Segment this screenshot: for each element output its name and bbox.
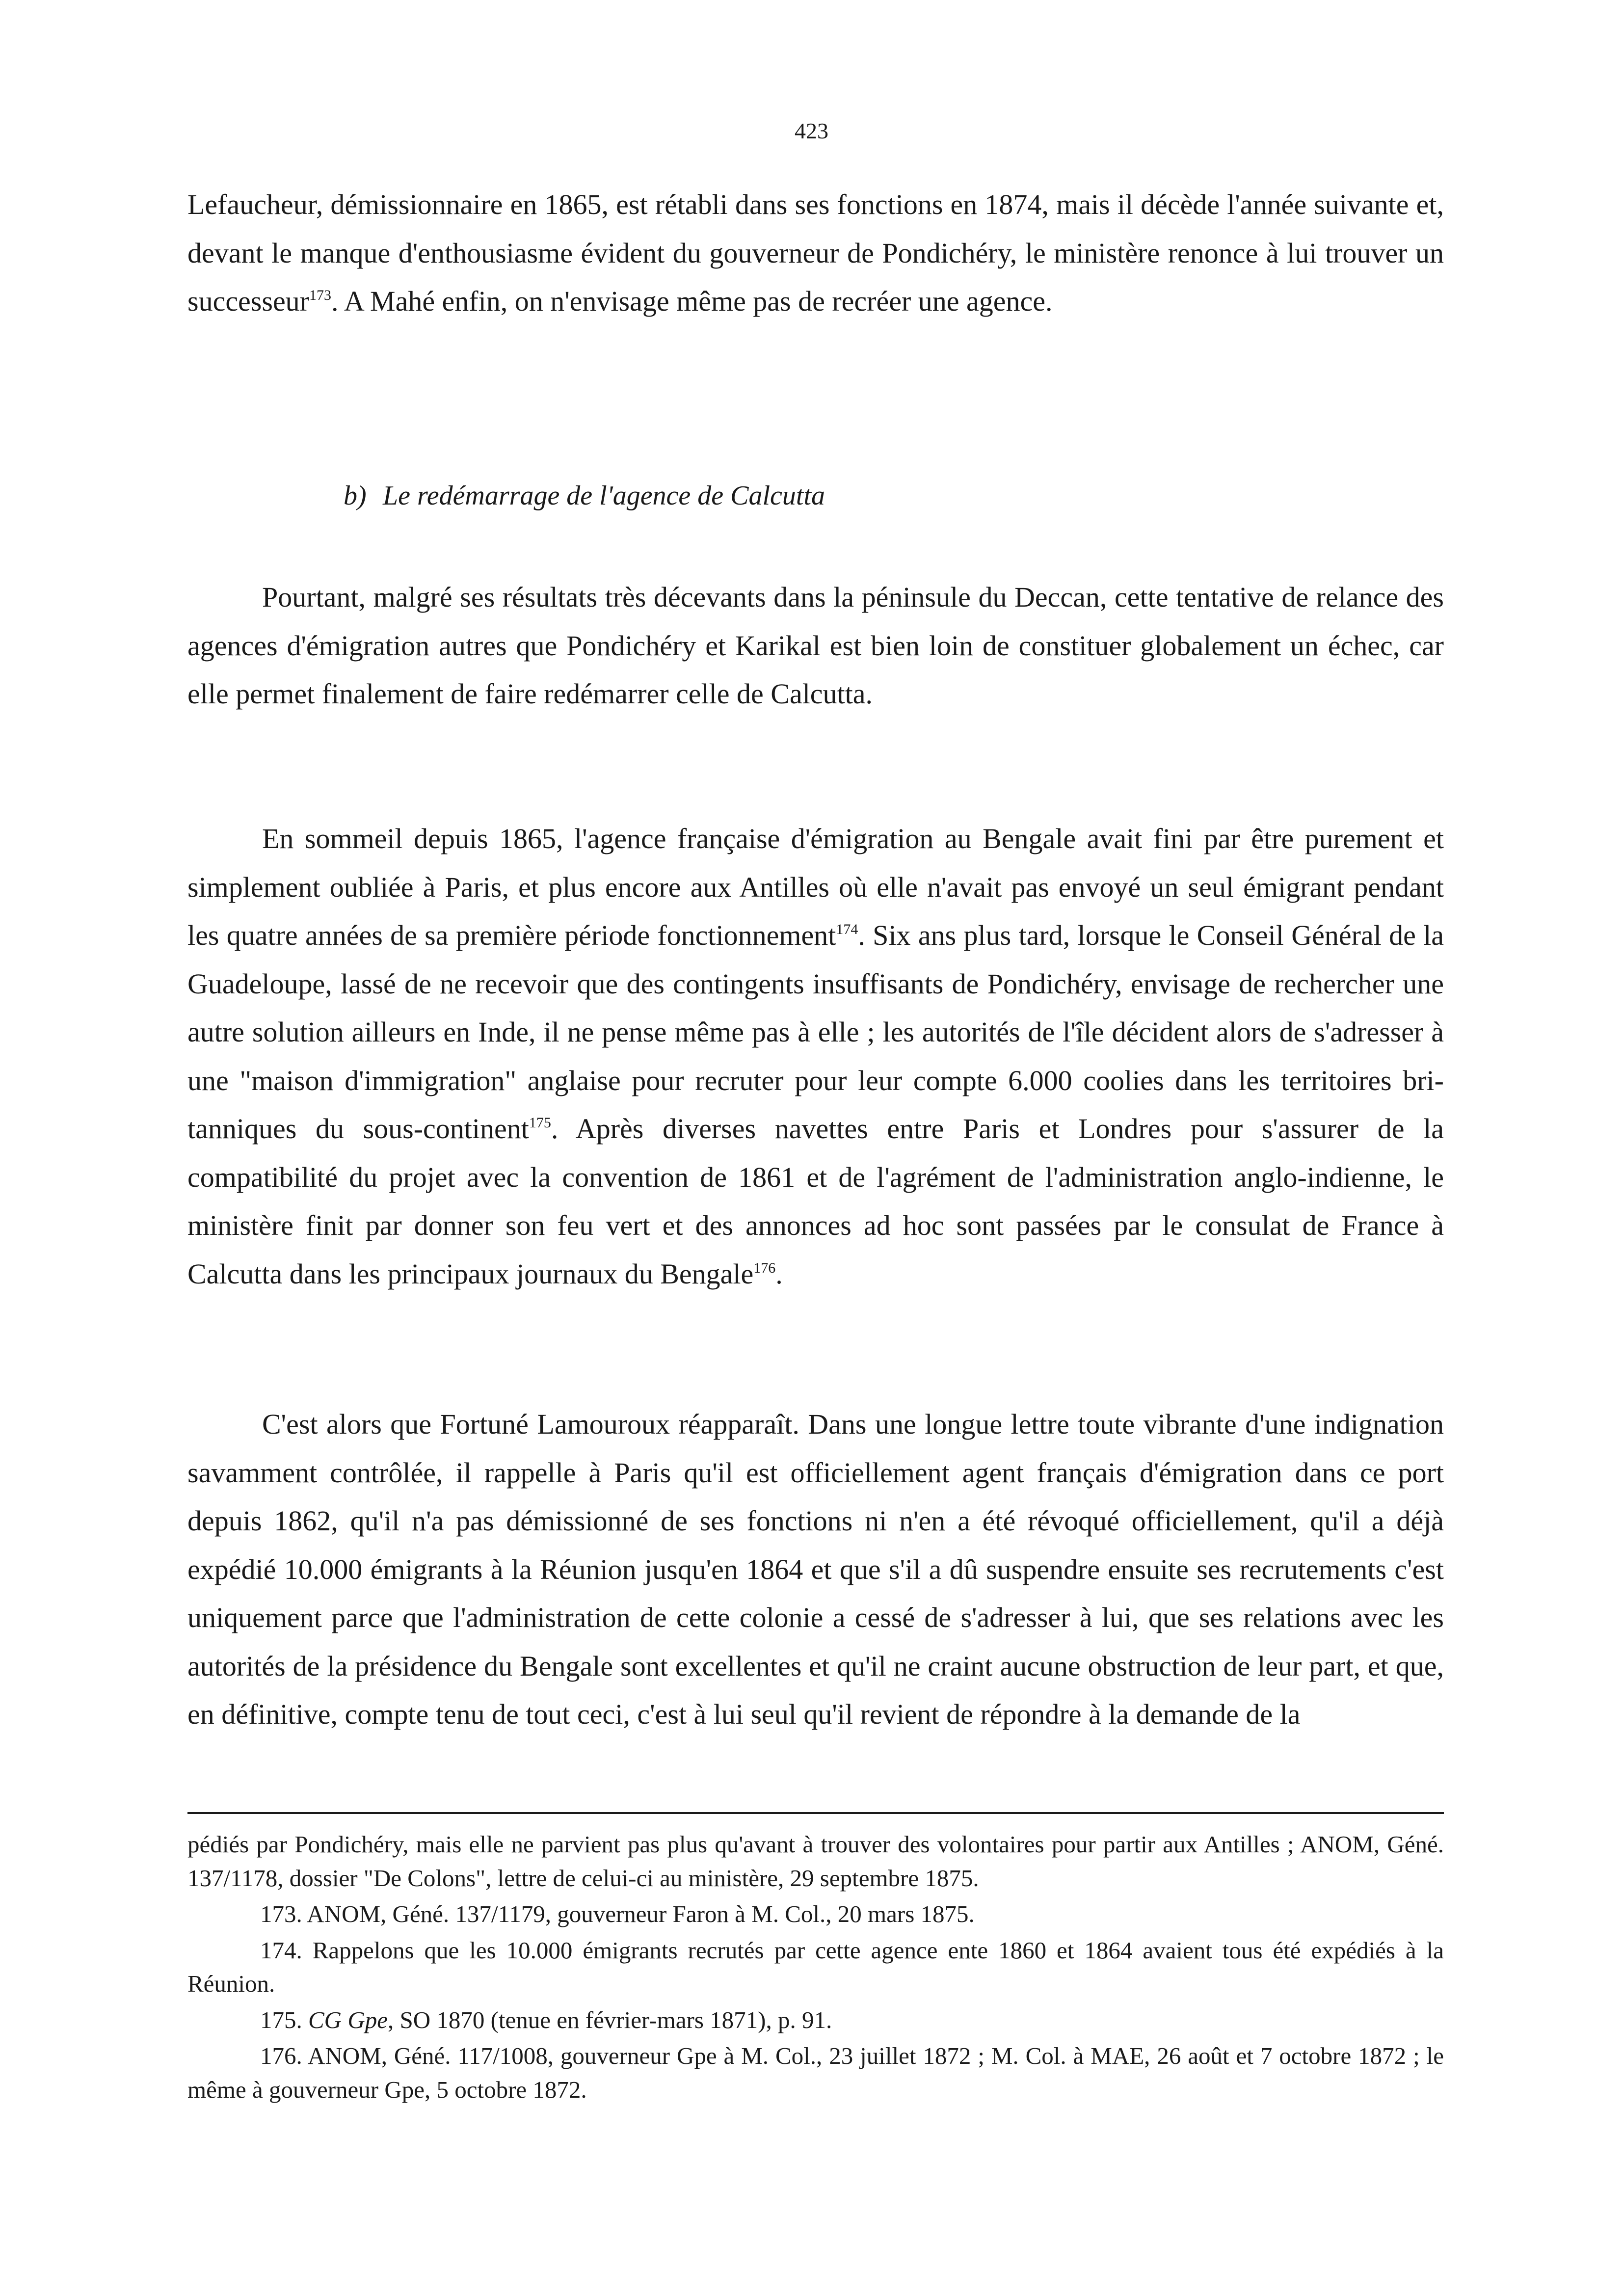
paragraph-relance: Pourtant, malgré ses résultats très décevants dans la péninsule du Deccan, cette tentative de relance des agences d'émigration autres que Pondichéry et Karikal est bien loin de constituer globalement un échec, car elle permet finalement de faire redémarrer celle de Calcutta. — [187, 581, 1444, 710]
footnote-number: 175. — [260, 2006, 308, 2033]
paragraph-text: En sommeil depuis 1865, l'agence française d'émigration au Bengale avait fini par être purement et simplement oubliée à Paris, et plus encore aux Antilles où elle n'avait pas envoyé un seul émigrant pendant les quatre années de sa première période fonctionnement — [187, 823, 1444, 951]
page-number: 423 — [795, 118, 828, 143]
paragraph-text: . Après diverses navettes entre Paris et Londres pour s'assurer de la compatibilité du projet avec la convention de 1861 et de l'agrément de l'administration anglo-indienne, le ministère finit par donner son feu vert et des annonces ad hoc sont passées par le consulat de France à Calcutta dans les principaux journaux du Bengale — [187, 1113, 1444, 1290]
footnote-174: 174. Rappelons que les 10.000 émigrants recrutés par cette agence ente 1860 et 1864 avaient tous été expédiés à la Réunion. — [187, 1936, 1444, 1997]
paragraph-bengale — [187, 815, 1444, 1298]
footnote-175 — [187, 2003, 1444, 2037]
footnotes — [187, 1828, 1444, 2109]
footnote-separator — [187, 1812, 1444, 1814]
footnote-ref-175: 175 — [529, 1115, 551, 1131]
footnote-ref-174: 174 — [836, 921, 858, 937]
footnote-173: 173. ANOM, Géné. 137/1179, gouverneur Faron à M. Col., 20 mars 1875. — [260, 1900, 975, 1927]
section-subheading — [344, 480, 825, 511]
paragraph-lamouroux: C'est alors que Fortuné Lamouroux réapparaît. Dans une longue lettre toute vibrante d'une indignation savamment contrôlée, il rappelle à Paris qu'il est officiellement agent français d'émigration dans ce port depuis 1862, qu'il n'a pas démissionné de ses fonctions ni n'en a été révoqué officiellement, qu'il a déjà expédié 10.000 émigrants à la Réunion jusqu'en 1864 et que s'il a dû suspendre ensuite ses recrutements c'est uniquement parce que l'administration de cette colonie a cessé de s'adresser à lui, que ses relations avec les autorités de la présidence du Bengale sont excellentes et qu'il ne craint aucune obstruction de leur part, et que, en définitive, compte tenu de tout ceci, c'est à lui seul qu'il revient de répondre à la demande de la — [187, 1408, 1444, 1730]
footnote-ref-173: 173 — [309, 287, 332, 303]
subheading-marker: b) — [344, 481, 367, 511]
footnote-176: 176. ANOM, Géné. 117/1008, gouverneur Gpe à M. Col., 23 juillet 1872 ; M. Col. à MAE, 26 août et 7 octobre 1872 ; le même à gouverneur Gpe, 5 octobre 1872. — [187, 2042, 1444, 2103]
paragraph-text: . A Mahé enfin, on n'envisage même pas de recréer une agence. — [331, 285, 1053, 317]
paragraph-text: . — [775, 1257, 783, 1290]
footnote-ref-176: 176 — [753, 1259, 776, 1276]
footnote-source: CG Gpe — [308, 2006, 388, 2033]
paragraph-continuation — [187, 181, 1444, 326]
subheading-title: Le redémarrage de l'agence de Calcutta — [383, 481, 825, 511]
footnote-text: , SO 1870 (tenue en février-mars 1871), p. 91. — [387, 2006, 832, 2033]
footnote-continued: pédiés par Pondichéry, mais elle ne parvient pas plus qu'avant à trouver des volontaires pour partir aux Antilles ; ANOM, Géné. 137/1178, dossier "De Colons", lettre de celui-ci au ministère, 29 septembre 1875. — [187, 1831, 1444, 1892]
paragraph-text: . Six ans plus tard, lorsque le Conseil Général de la Guadeloupe, lassé de ne recevoir que des contingents insuffisants de Pondichéry, envisage de rechercher une autre solution ailleurs en Inde, il ne pense même pas à elle ; les autorités de l'île décident alors de s'adresser à une "maison d'immigration" anglaise pour recruter pour leur compte 6.000 coolies dans les territoires britanniques du sous-continent — [187, 919, 1444, 1145]
paragraph-text: Lefaucheur, démissionnaire en 1865, est rétabli dans ses fonctions en 1874, mais il décède l'année suivante et, devant le manque d'enthousiasme évident du gouverneur de Pondichéry, le ministère renonce à lui trouver un successeur — [187, 188, 1444, 317]
